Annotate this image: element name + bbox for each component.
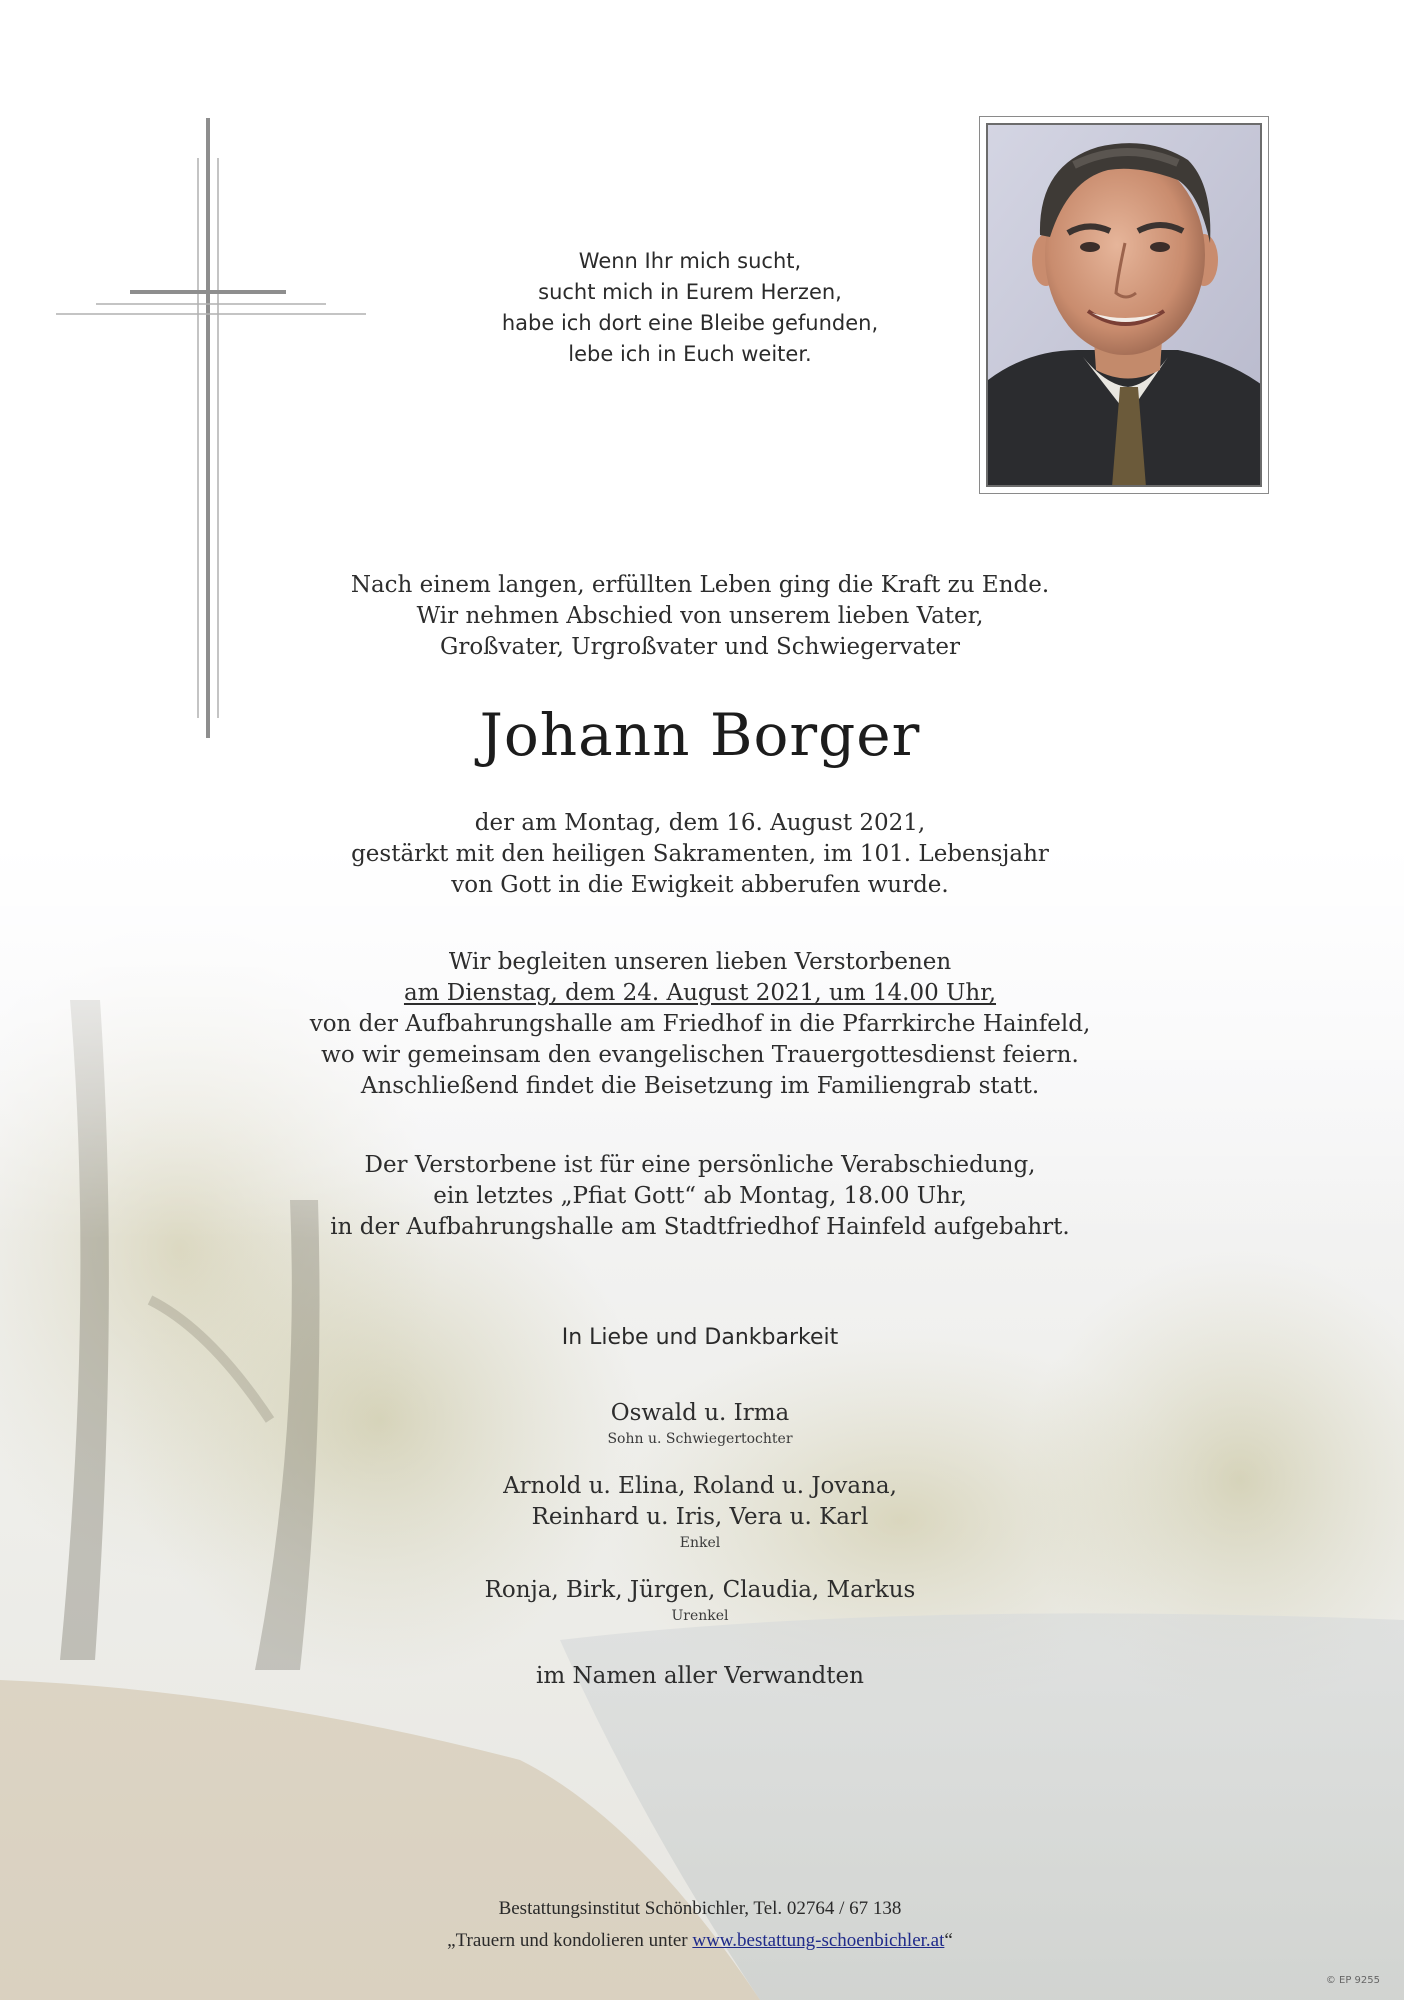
intro-line: Großvater, Urgroßvater und Schwiegervater	[439, 634, 961, 660]
family-role: Enkel	[679, 1535, 721, 1551]
family-names: Ronja, Birk, Jürgen, Claudia, Markus	[484, 1577, 916, 1603]
quote-line: habe ich dort eine Bleibe gefunden,	[501, 311, 879, 335]
service-line: Anschließend findet die Beisetzung im Familiengrab statt.	[360, 1073, 1040, 1099]
condolence-link[interactable]: www.bestattung-schoenbichler.at	[692, 1930, 945, 1951]
service-line: Wir begleiten unseren lieben Verstorbenen	[448, 949, 952, 975]
viewing-line: Der Verstorbene ist für eine persönliche Verabschiedung,	[364, 1152, 1036, 1178]
quote-line: Wenn Ihr mich sucht,	[578, 249, 802, 273]
intro-text	[200, 570, 1200, 663]
service-details	[200, 947, 1200, 1102]
intro-line: Nach einem langen, erfüllten Leben ging die Kraft zu Ende.	[350, 572, 1050, 598]
family-group-son	[300, 1398, 1100, 1449]
family-group-grandchildren	[300, 1471, 1100, 1553]
family-role: Sohn u. Schwiegertochter	[607, 1431, 793, 1447]
condolence-prefix: „Trauern und kondolieren unter	[447, 1930, 693, 1951]
intro-line: Wir nehmen Abschied von unserem lieben Vater,	[416, 603, 984, 629]
viewing-details	[200, 1150, 1200, 1243]
condolence-line	[250, 1925, 1150, 1957]
death-details	[200, 808, 1200, 901]
funeral-home-line: Bestattungsinstitut Schönbichler, Tel. 02764 / 67 138	[498, 1898, 902, 1919]
viewing-line: in der Aufbahrungshalle am Stadtfriedhof Hainfeld aufgebahrt.	[330, 1214, 1070, 1240]
family-role: Urenkel	[671, 1608, 729, 1624]
family-names: Reinhard u. Iris, Vera u. Karl	[531, 1504, 869, 1530]
death-line: der am Montag, dem 16. August 2021,	[474, 810, 926, 836]
death-line: gestärkt mit den heiligen Sakramenten, im 101. Lebensjahr	[351, 841, 1049, 867]
family-list	[300, 1398, 1100, 1648]
portrait-frame	[979, 116, 1269, 494]
quote-line: sucht mich in Eurem Herzen,	[538, 280, 842, 304]
family-names: Oswald u. Irma	[610, 1400, 790, 1426]
footer	[250, 1893, 1150, 1957]
family-names: Arnold u. Elina, Roland u. Jovana,	[503, 1473, 897, 1499]
quote	[430, 246, 950, 370]
death-line: von Gott in die Ewigkeit abberufen wurde.	[451, 872, 949, 898]
viewing-line: ein letztes „Pfiat Gott“ ab Montag, 18.00 Uhr,	[433, 1183, 967, 1209]
portrait-photo	[986, 123, 1262, 487]
service-line: wo wir gemeinsam den evangelischen Trauergottesdienst feiern.	[321, 1042, 1079, 1068]
service-line: von der Aufbahrungshalle am Friedhof in die Pfarrkirche Hainfeld,	[309, 1011, 1091, 1037]
quote-line: lebe ich in Euch weiter.	[568, 342, 812, 366]
service-date: am Dienstag, dem 24. August 2021, um 14.00 Uhr,	[403, 980, 997, 1006]
condolence-suffix: “	[944, 1930, 953, 1951]
closing-phrase: In Liebe und Dankbarkeit	[561, 1325, 839, 1350]
relatives-line: im Namen aller Verwandten	[536, 1663, 864, 1689]
print-code: © EP 9255	[1325, 1975, 1380, 1986]
deceased-name: Johann Borger	[479, 701, 921, 769]
family-group-great-grandchildren	[300, 1575, 1100, 1626]
